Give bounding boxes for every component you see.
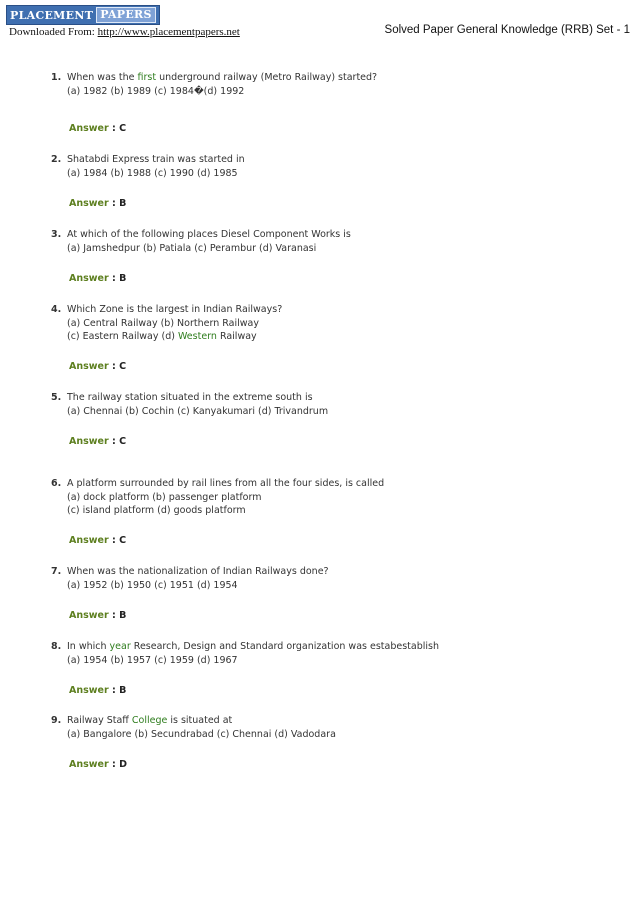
question-number: 3. [51, 229, 62, 240]
question-number: 9. [51, 715, 62, 726]
answer-line [69, 535, 126, 546]
question-text: Which Zone is the largest in Indian Railways? [67, 304, 283, 315]
answer-label: Answer [69, 436, 109, 447]
answer-line [69, 685, 126, 696]
answer-value: : B [112, 198, 127, 209]
question-options: (a) Bangalore (b) Secundrabad (c) Chennai (d) Vadodara [67, 728, 336, 740]
question-number: 4. [51, 304, 62, 315]
answer-label: Answer [69, 610, 109, 621]
question-options: (a) 1954 (b) 1957 (c) 1959 (d) 1967 [67, 654, 238, 666]
answer-label: Answer [69, 361, 109, 372]
question-number: 8. [51, 641, 62, 652]
answer-value: : C [112, 535, 127, 546]
answer-line [69, 361, 126, 372]
answer-label: Answer [69, 685, 109, 696]
download-source [9, 26, 240, 38]
answer-value: : C [112, 123, 127, 134]
question-text: When was the nationalization of Indian Railways done? [67, 566, 329, 577]
question-options: (c) island platform (d) goods platform [67, 505, 246, 516]
placementpapers-logo [6, 5, 160, 25]
answer-value: : C [112, 436, 127, 447]
question-options: (a) Chennai (b) Cochin (c) Kanyakumari (d) Trivandrum [67, 405, 329, 417]
question-item [51, 153, 621, 180]
answer-label: Answer [69, 535, 109, 546]
question-number: 7. [51, 566, 62, 577]
answer-label: Answer [69, 123, 109, 134]
question-options: (a) dock platform (b) passenger platform [67, 491, 262, 503]
answer-line [69, 123, 126, 134]
question-item [51, 714, 621, 741]
question-text: Railway Staff College is situated at [67, 715, 233, 726]
answer-line [69, 610, 126, 621]
question-item [51, 303, 621, 344]
answer-value: : C [112, 361, 127, 372]
question-text: In which year Research, Design and Standard organization was estabestablish [67, 641, 439, 652]
question-item [51, 391, 621, 418]
question-text: A platform surrounded by rail lines from all the four sides, is called [67, 478, 385, 489]
question-options: (a) 1952 (b) 1950 (c) 1951 (d) 1954 [67, 579, 238, 591]
question-number: 2. [51, 154, 62, 165]
question-text: When was the first underground railway (Metro Railway) started? [67, 72, 378, 83]
question-number: 1. [51, 72, 62, 83]
download-url-link[interactable]: http://www.placementpapers.net [97, 26, 240, 38]
highlighted-keyword: Western [177, 331, 217, 342]
question-item [51, 640, 621, 667]
answer-label: Answer [69, 759, 109, 770]
answer-line [69, 759, 127, 770]
question-item [51, 71, 621, 98]
highlighted-keyword: College [131, 715, 168, 726]
question-item [51, 477, 621, 518]
answer-line [69, 436, 126, 447]
answer-label: Answer [69, 198, 109, 209]
question-text: At which of the following places Diesel Component Works is [67, 229, 351, 240]
question-text: The railway station situated in the extreme south is [67, 392, 313, 403]
question-item [51, 228, 621, 255]
question-options: (a) Central Railway (b) Northern Railway [67, 317, 259, 329]
logo-text-placement: PLACEMENT [10, 8, 94, 22]
download-label: Downloaded From: [9, 26, 98, 38]
answer-line [69, 198, 126, 209]
logo-text-papers: PAPERS [96, 7, 156, 23]
question-options: (c) Eastern Railway (d) Western Railway [67, 331, 257, 342]
answer-label: Answer [69, 273, 109, 284]
answer-value: : D [112, 759, 127, 770]
question-options: (a) 1984 (b) 1988 (c) 1990 (d) 1985 [67, 167, 238, 179]
question-options: (a) Jamshedpur (b) Patiala (c) Perambur (d) Varanasi [67, 242, 317, 254]
highlighted-keyword: year [109, 641, 131, 652]
question-text: Shatabdi Express train was started in [67, 154, 245, 165]
answer-line [69, 273, 126, 284]
highlighted-keyword: first [137, 72, 157, 83]
question-number: 6. [51, 478, 62, 489]
answer-value: : B [112, 273, 127, 284]
answer-value: : B [112, 685, 127, 696]
document-title: Solved Paper General Knowledge (RRB) Set - 1 [384, 24, 630, 36]
question-number: 5. [51, 392, 62, 403]
answer-value: : B [112, 610, 127, 621]
question-item [51, 565, 621, 592]
question-options: (a) 1982 (b) 1989 (c) 1984�(d) 1992 [67, 85, 245, 97]
